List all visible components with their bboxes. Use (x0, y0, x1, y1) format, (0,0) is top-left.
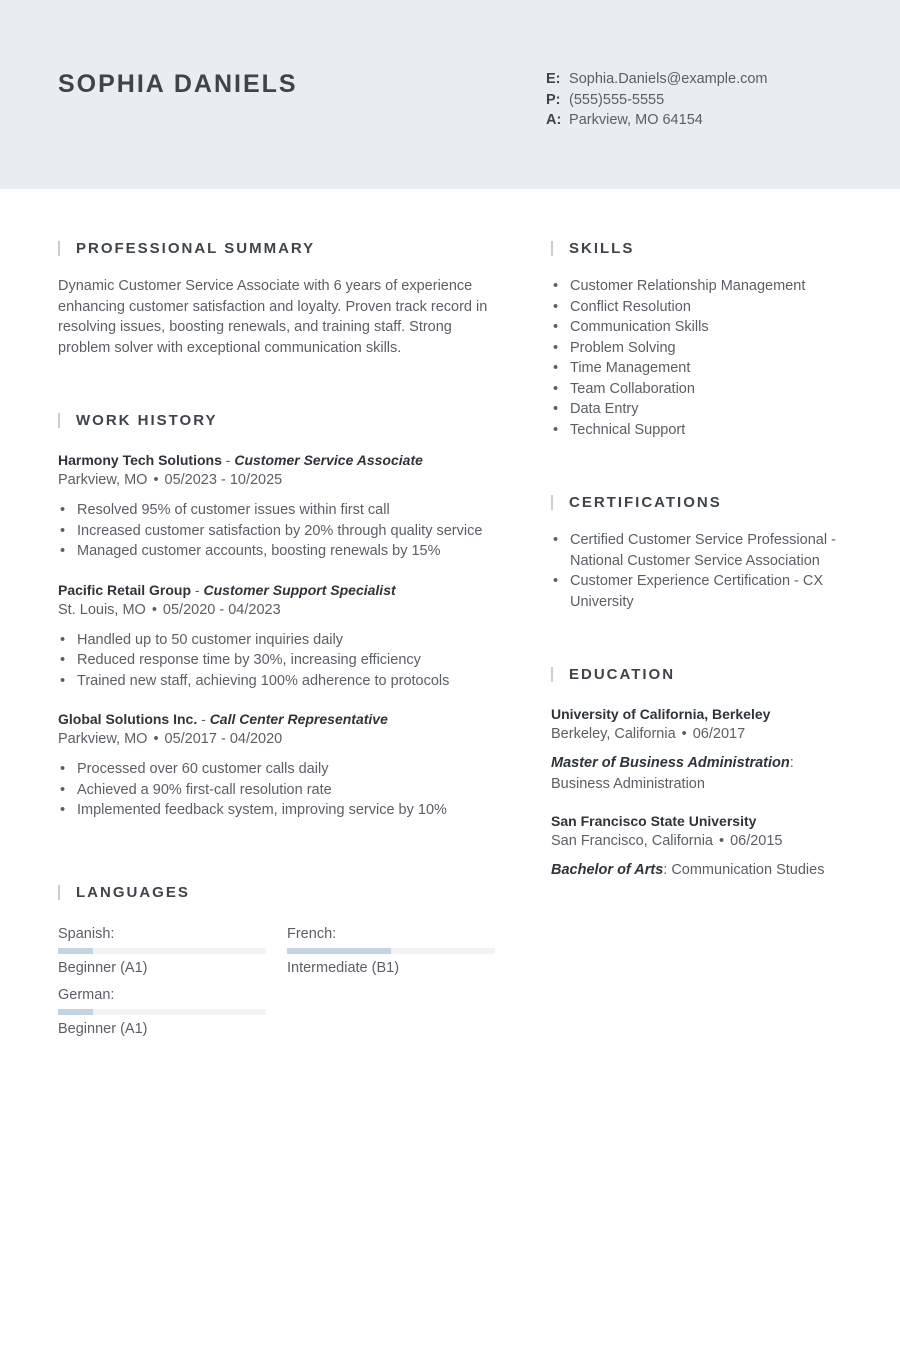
certifications-list (551, 530, 841, 612)
job-company: Harmony Tech Solutions (58, 452, 222, 468)
language-item (58, 985, 266, 1039)
edu-location: Berkeley, California (551, 726, 676, 742)
edu-field: : Business Administration (551, 755, 794, 792)
language-level: Beginner (A1) (58, 1021, 148, 1037)
heading-accent-bar (551, 495, 553, 510)
job-entry (58, 450, 508, 562)
list-item: • Customer Relationship Management (551, 276, 851, 297)
summary-heading-text: PROFESSIONAL SUMMARY (76, 239, 316, 257)
job-company: Global Solutions Inc. (58, 711, 198, 727)
job-bullets (58, 500, 508, 562)
job-dates: 05/2020 - 04/2023 (162, 601, 281, 618)
summary-text: Dynamic Customer Service Associate with 6 years of experience enhancing customer satisfaction and loyalty. Proven track record in resolving issues, boosting renewals, and training staff. Strong problem solver with exceptional communication skills. (58, 278, 488, 356)
list-item: • Achieved a 90% first-call resolution rate (58, 780, 508, 801)
job-separator: - (191, 581, 204, 598)
list-item: • Trained new staff, achieving 100% adherence to protocols (58, 671, 508, 692)
skills-heading (551, 238, 851, 258)
list-item: • Resolved 95% of customer issues within first call (58, 500, 508, 521)
list-item: • Data Entry (551, 399, 851, 420)
left-column (58, 238, 508, 903)
contact-email (546, 69, 768, 90)
language-name: German: (58, 987, 115, 1003)
edu-field: : Communication Studies (663, 862, 825, 878)
education-heading (551, 664, 851, 684)
language-item (58, 924, 266, 978)
list-item: • Handled up to 50 customer inquiries daily (58, 630, 508, 651)
contact-email-label: E: (546, 71, 561, 87)
language-level: Beginner (A1) (58, 960, 148, 976)
list-item: • Certified Customer Service Professional - National Customer Service Association (551, 530, 841, 571)
edu-location: San Francisco, California (551, 833, 713, 849)
contact-address-value: Parkview, MO 64154 (569, 112, 703, 128)
edu-degree (551, 753, 836, 794)
language-item (287, 924, 495, 978)
proficiency-fill (58, 948, 93, 954)
work-history-heading-text: WORK HISTORY (76, 411, 218, 429)
proficiency-fill (287, 948, 391, 954)
proficiency-track (287, 948, 495, 954)
languages-heading (58, 883, 508, 903)
contact-phone (546, 90, 768, 111)
edu-degree-name: Master of Business Administration (551, 755, 790, 771)
job-meta (58, 600, 508, 620)
education-heading-text: EDUCATION (569, 665, 676, 683)
list-item: • Conflict Resolution (551, 297, 851, 318)
bullet-separator: • (153, 472, 159, 488)
certifications-heading-text: CERTIFICATIONS (569, 493, 722, 511)
job-title-line (58, 450, 508, 470)
job-dates: 05/2023 - 10/2025 (164, 472, 283, 488)
job-position: Customer Support Specialist (203, 581, 396, 598)
list-item: • Implemented feedback system, improving service by 10% (58, 800, 508, 821)
heading-accent-bar (58, 241, 60, 256)
list-item: • Reduced response time by 30%, increasing efficiency (58, 650, 508, 671)
bullet-separator: • (681, 726, 687, 742)
job-dates: 05/2017 - 04/2020 (164, 731, 283, 747)
candidate-name: SOPHIA DANIELS (58, 70, 298, 98)
job-separator: - (197, 711, 210, 727)
bullet-separator: • (151, 601, 157, 618)
edu-degree (551, 860, 851, 881)
education-entry (551, 704, 851, 794)
contact-email-value[interactable]: Sophia.Daniels@example.com (569, 71, 768, 87)
edu-date: 06/2017 (692, 726, 746, 742)
job-location: Parkview, MO (58, 472, 148, 488)
language-name: Spanish: (58, 926, 115, 942)
proficiency-track (58, 1009, 266, 1015)
skills-heading-text: SKILLS (569, 239, 635, 257)
list-item: • Problem Solving (551, 338, 851, 359)
job-title-line (58, 709, 508, 729)
edu-date: 06/2015 (730, 833, 783, 849)
language-name: French: (287, 926, 337, 942)
job-title-line (58, 580, 508, 600)
summary-heading (58, 238, 508, 258)
list-item: • Increased customer satisfaction by 20% through quality service (58, 521, 508, 542)
job-meta (58, 470, 508, 490)
proficiency-fill (58, 1009, 93, 1015)
certifications-heading (551, 492, 851, 512)
job-location: Parkview, MO (58, 731, 148, 747)
job-bullets (58, 759, 508, 821)
bullet-separator: • (153, 731, 159, 747)
edu-meta (551, 724, 851, 744)
heading-accent-bar (58, 885, 60, 900)
job-entry (58, 580, 508, 692)
contact-address-label: A: (546, 112, 562, 128)
proficiency-track (58, 948, 266, 954)
job-location: St. Louis, MO (58, 601, 146, 618)
heading-accent-bar (551, 667, 553, 682)
job-separator: - (221, 452, 235, 468)
edu-school: University of California, Berkeley (551, 706, 771, 722)
list-item: • Technical Support (551, 420, 851, 441)
languages-heading-text: LANGUAGES (76, 884, 190, 901)
heading-accent-bar (58, 413, 60, 428)
job-position: Customer Service Associate (234, 452, 423, 468)
list-item: • Time Management (551, 358, 851, 379)
language-level: Intermediate (B1) (287, 960, 400, 976)
job-company: Pacific Retail Group (58, 581, 192, 598)
contact-info (546, 69, 768, 131)
list-item: • Managed customer accounts, boosting renewals by 15% (58, 541, 508, 562)
list-item: • Communication Skills (551, 317, 851, 338)
work-history-heading (58, 410, 508, 430)
list-item: • Customer Experience Certification - CX University (551, 571, 841, 612)
heading-accent-bar (551, 241, 553, 256)
contact-address (546, 110, 768, 131)
job-entry (58, 709, 508, 821)
header-band (0, 0, 900, 189)
list-item: • Processed over 60 customer calls daily (58, 759, 508, 780)
job-position: Call Center Representative (209, 711, 388, 727)
edu-degree-name: Bachelor of Arts (551, 862, 664, 878)
contact-phone-value[interactable]: (555)555-5555 (569, 91, 665, 108)
edu-school: San Francisco State University (551, 813, 757, 829)
job-meta (58, 729, 508, 749)
skills-list (551, 276, 851, 440)
job-bullets (58, 630, 508, 692)
education-entry (551, 811, 851, 881)
bullet-separator: • (719, 833, 725, 849)
edu-meta (551, 831, 851, 851)
right-column (551, 238, 851, 881)
contact-phone-label: P: (546, 91, 561, 108)
list-item: • Team Collaboration (551, 379, 851, 400)
